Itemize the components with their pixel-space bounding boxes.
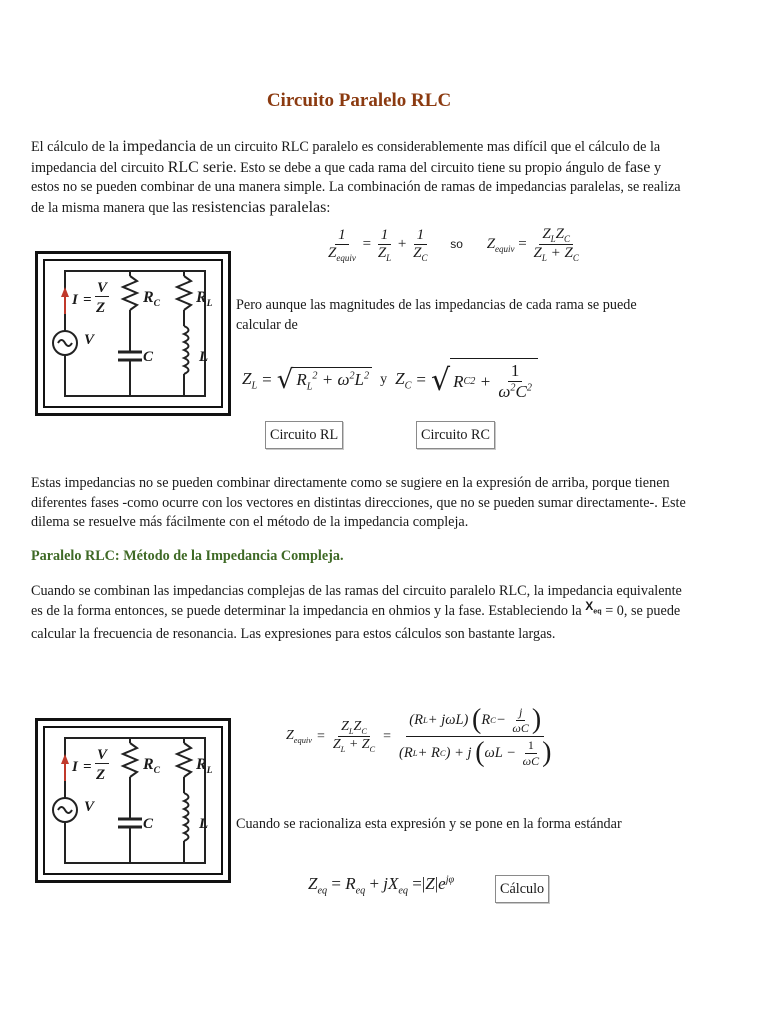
racionaliza-paragraph: Cuando se racionaliza esta expresión y se pone en la forma estándar [236, 816, 622, 832]
capacitor-label-2: C [143, 816, 154, 832]
inductor-label-2: L [199, 816, 209, 832]
complejas-text-1: Cuando se combinan las impedancias complejas de las ramas del circuito paralelo RLC, la impedancia equivalente es de la forma entonces, se puede determinar la impedancia en ohmios y la fase. Estableciendo la [31, 583, 682, 619]
page-title: Circuito Paralelo RLC [266, 90, 452, 111]
link-impedancia[interactable]: impedancia [122, 138, 197, 155]
parallel-rlc-circuit-icon-2 [38, 721, 228, 880]
magnitudes-paragraph: Pero aunque las magnitudes de las impedancias de cada rama se puede calcular de [236, 297, 637, 333]
circuit-diagram-bottom [35, 718, 231, 883]
current-equals-label-2: = [83, 759, 92, 775]
complejas-paragraph [31, 582, 691, 645]
circuit-diagram-top [35, 251, 231, 416]
standard-form-formula: $Z_{eq} = R_{eq} + jX_{eq} =|Z|e^{j\varphi}$ [308, 874, 455, 897]
circuito-rl-button[interactable]: Circuito RL [265, 421, 343, 449]
inductor-label: L [199, 349, 209, 365]
intro-text-3: . Esto se debe a que cada rama del circuito tiene su propio ángulo de [233, 159, 625, 176]
intro-text-5: : [326, 199, 331, 216]
xeq-symbol: Xeq [585, 598, 602, 615]
intro-paragraph [31, 137, 691, 218]
formula-so-label: so [450, 236, 463, 251]
complex-impedance-formula: $Z_{equiv}$ = $\frac{Z_LZ_C}{Z_L + Z_C}$ = (R L + jωL) ( R C − $\frac{j}{\omega C}$ ) (R L + R C ) + j ( ωL − $\frac{1}{\omega C}$ ) [286, 704, 552, 768]
intro-text-1: El cálculo de la [31, 139, 123, 155]
source-voltage-label: V [84, 332, 95, 348]
circuito-rc-button[interactable]: Circuito RC [416, 421, 495, 449]
current-label-2: I [72, 759, 78, 775]
fases-paragraph: Estas impedancias no se pueden combinar directamente como se sugiere en la expresión de arriba, porque tienen diferentes fases -como ocurre con los vectores en distintas direcciones, que no se pueden sumar directamente-. Este dilema se resuelve más fácilmente con el método de la impedancia compleja. [31, 475, 686, 530]
parallel-rlc-circuit-icon [38, 254, 228, 413]
voltage-over-label-2: V [97, 747, 108, 763]
resistor-rc-label-2: $R_C$ [143, 756, 161, 777]
branch-impedance-formulas: $Z_L$ = √ $R_L^2 + \omega^2L^2$ y $Z_C$ = √ R C 2 + $\frac{1}{\omega^2C^2}$ [242, 358, 538, 402]
section-heading-metodo: Paralelo RLC: Método de la Impedancia Compleja. [31, 548, 344, 564]
source-voltage-label-2: V [84, 799, 95, 815]
current-equals-label: = [83, 292, 92, 308]
current-label: I [72, 292, 78, 308]
impedance-under-label: Z [96, 300, 106, 316]
intro-text-2: de un circuito RLC paralelo es considerablemente mas difícil que el cálculo de la impedancia del circuito [31, 139, 661, 176]
parallel-impedance-formula: $\frac{1}{Z_{equiv}}$ = $\frac{1}{Z_L}$ + $\frac{1}{Z_C}$ so $Z_{equiv}$ = $\frac{Z_LZ_C}{Z_L + Z_C}$ [328, 226, 579, 263]
impedance-under-label-2: Z [96, 767, 106, 783]
resistor-rl-label: $R_L$ [196, 289, 213, 310]
capacitor-label: C [143, 349, 154, 365]
formula-y-label: y [380, 372, 388, 387]
intro-text-4: y estos no se pueden combinar de una manera simple. La combinación de ramas de impedancias paralelas, se realiza de la misma manera que las [31, 159, 681, 216]
voltage-over-label: V [97, 280, 108, 296]
complejas-text-2: = 0, se puede calcular la frecuencia de resonancia. Las expresiones para estos cálculos son bastante largas. [31, 602, 681, 643]
link-rlc-serie[interactable]: RLC serie [167, 158, 234, 176]
calculo-button[interactable]: Cálculo [495, 875, 549, 903]
resistor-rc-label: $R_C$ [143, 289, 161, 310]
link-fase[interactable]: fase [624, 158, 651, 176]
resistor-rl-label-2: $R_L$ [196, 756, 213, 777]
link-resistencias-paralelas[interactable]: resistencias paralelas [191, 198, 327, 216]
